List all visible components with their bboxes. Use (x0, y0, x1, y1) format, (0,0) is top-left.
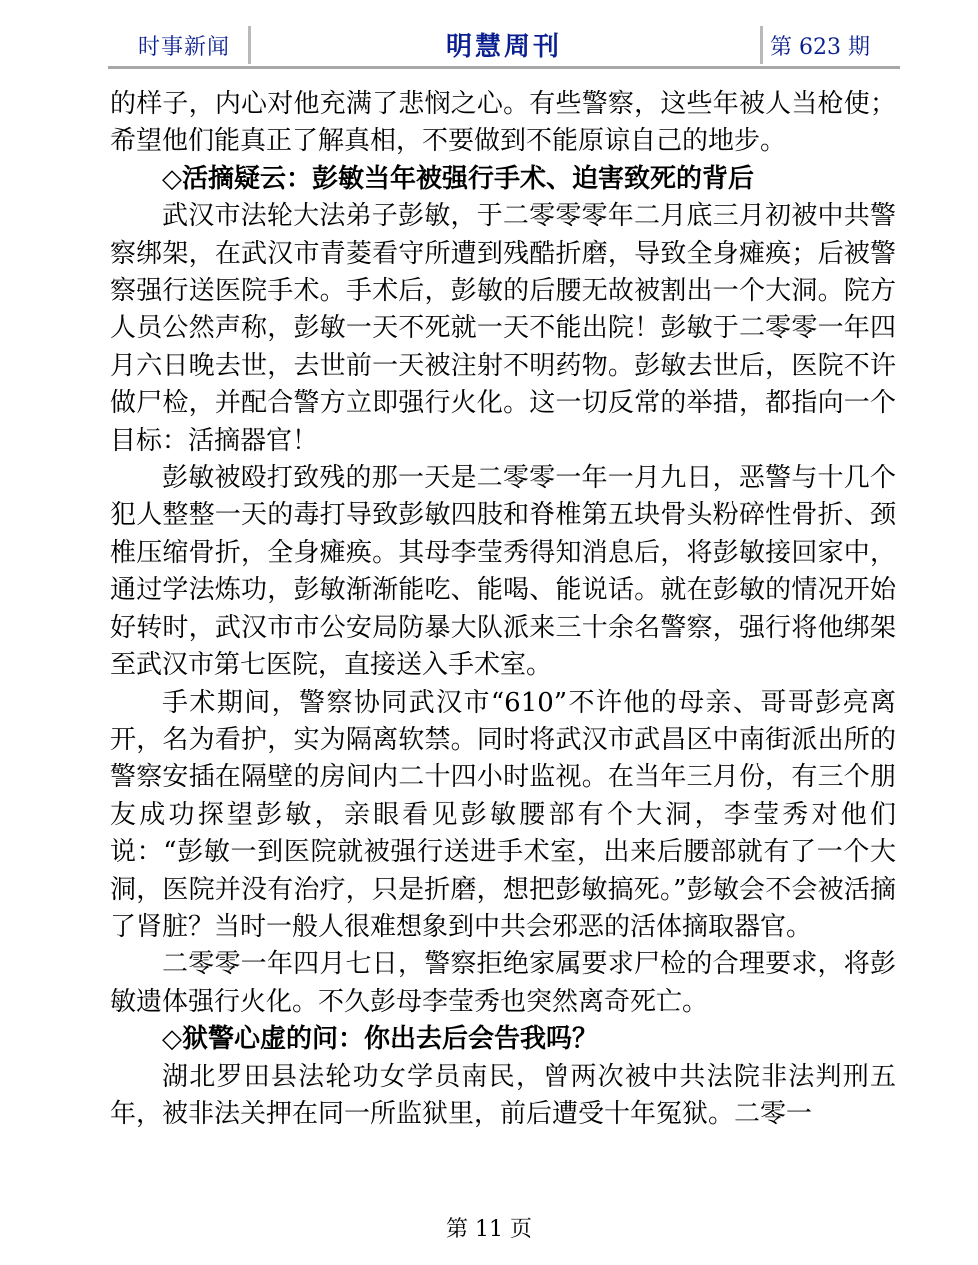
header-rule (108, 66, 900, 69)
section-heading-1: ◇活摘疑云：彭敏当年被强行手术、迫害致死的背后 (162, 163, 754, 194)
paragraph: 手术期间，警察协同武汉市“610”不许他的母亲、哥哥彭亮离开，名为看护，实为隔离软禁。同时将武汉市武昌区中南街派出所的警察安插在隔壁的房间内二十四小时监视。在当年三月份，有三个朋友成功探望彭敏，亲眼看见彭敏腰部有个大洞，李莹秀对他们说：“彭敏一到医院就被强行送进手术室，出来后腰部就有了一个大洞，医院并没有治疗，只是折磨，想把彭敏搞死。”彭敏会不会被活摘了肾脏？当时一般人很难想象到中共会邪恶的活体摘取器官。 (110, 687, 896, 942)
paragraph: 湖北罗田县法轮功女学员南民，曾两次被中共法院非法判刑五年，被非法关押在同一所监狱里，前后遭受十年冤狱。二零一 (110, 1061, 896, 1129)
section-heading-2: ◇狱警心虚的问：你出去后会告我吗？ (162, 1024, 598, 1055)
paragraph: 彭敏被殴打致残的那一天是二零零一年一月九日，恶警与十几个犯人整整一天的毒打导致彭敏四肢和脊椎第五块骨头粉碎性骨折、颈椎压缩骨折，全身瘫痪。其母李莹秀得知消息后，将彭敏接回家中，通过学法炼功，彭敏渐渐能吃、能喝、能说话。就在彭敏的情况开始好转时，武汉市市公安局防暴大队派来三十余名警察，强行将他绑架至武汉市第七医院，直接送入手术室。 (110, 463, 896, 681)
page-number: 第 11 页 (446, 1217, 532, 1242)
paragraph-continuation: 的样子，内心对他充满了悲悯之心。有些警察，这些年被人当枪使；希望他们能真正了解真相，不要做到不能原谅自己的地步。 (110, 89, 896, 157)
paragraph: 二零零一年四月七日，警察拒绝家属要求尸检的合理要求，将彭敏遗体强行火化。不久彭母李莹秀也突然离奇死亡。 (110, 949, 896, 1017)
issue-number: 第 623 期 (770, 35, 870, 60)
header-divider-right (760, 26, 763, 64)
publication-title: 明慧周刊 (445, 32, 562, 62)
section-label: 时事新闻 (138, 35, 231, 60)
page-header (108, 24, 900, 68)
article-body (110, 86, 896, 1133)
paragraph: 武汉市法轮大法弟子彭敏，于二零零零年二月底三月初被中共警察绑架，在武汉市青菱看守所遭到残酷折磨，导致全身瘫痪；后被警察强行送医院手术。手术后，彭敏的后腰无故被割出一个大洞。院方人员公然声称，彭敏一天不死就一天不能出院！彭敏于二零零一年四月六日晚去世，去世前一天被注射不明药物。彭敏去世后，医院不许做尸检，并配合警方立即强行火化。这一切反常的举措，都指向一个目标：活摘器官！ (110, 201, 896, 456)
